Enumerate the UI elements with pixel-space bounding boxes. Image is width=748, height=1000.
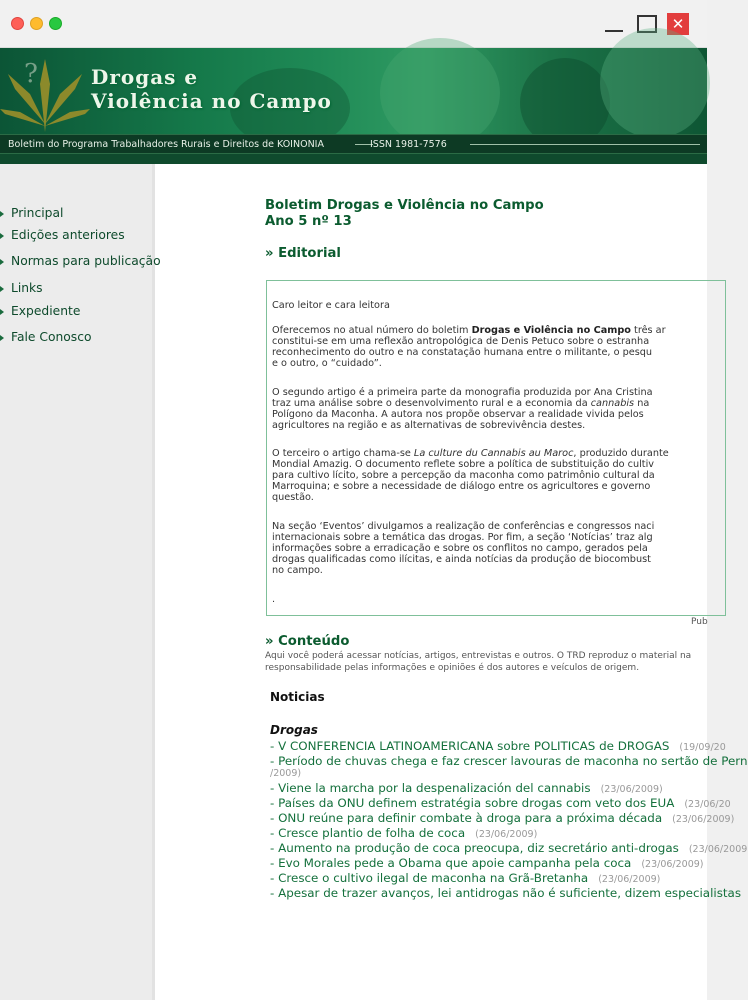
editorial-text: informações sobre a erradicação e sobre os conflitos no campo, gerados pela: [272, 543, 648, 554]
editorial-text: para cultivo lícito, sobre a percepção da maconha como patrimônio cultural da: [272, 470, 655, 481]
zoom-traffic-light[interactable]: [49, 17, 62, 30]
news-link[interactable]: - Evo Morales pede a Obama que apoie campanha pela coca (23/06/2009): [270, 856, 704, 870]
editorial-heading: » Editorial: [265, 246, 341, 261]
news-link[interactable]: - Aumento na produção de coca preocupa, diz secretário anti-drogas (23/06/2009: [270, 841, 748, 855]
cannabis-leaf-icon: [0, 54, 90, 134]
editorial-text: internacionais sobre a temática das drogas. Por fim, a seção ‘Notícias’ traz alg: [272, 532, 653, 543]
banner-strip: [0, 134, 707, 154]
editorial-text: O terceiro o artigo chama-se La culture du Cannabis au Maroc, produzido durante: [272, 448, 669, 459]
site-banner: [0, 48, 707, 134]
svg-text:?: ?: [24, 59, 38, 89]
drogas-label: Drogas: [270, 723, 318, 737]
conteudo-intro: Aqui você poderá acessar notícias, artigos, entrevistas e outros. O TRD reproduz o material na responsabilidade pelas informações e opiniões é dos autores e veículos de origem.: [265, 651, 692, 673]
arrow-icon: [0, 335, 4, 341]
news-date: /2009): [270, 768, 302, 779]
close-icon[interactable]: ✕: [667, 13, 689, 35]
news-link[interactable]: - Cresce plantio de folha de coca (23/06/2009): [270, 826, 538, 840]
page-title: Boletim Drogas e Violência no Campo Ano 5 nº 13: [265, 198, 544, 229]
header-bottom-bar: [0, 154, 707, 164]
news-link[interactable]: - Viene la marcha por la despenalización del cannabis (23/06/2009): [270, 781, 663, 795]
divider: [466, 135, 704, 155]
sidebar: Principal Edições anteriores Normas para publicação Links Expediente Fale Conosco: [0, 164, 155, 1000]
arrow-icon: [0, 233, 4, 239]
news-link[interactable]: - ONU reúne para definir combate à droga para a próxima década (23/06/2009): [270, 811, 735, 825]
noticias-label: Noticias: [270, 690, 325, 704]
arrow-icon: [0, 211, 4, 217]
editorial-text: e o outro, o “cuidado”.: [272, 358, 382, 369]
editorial-text: questão.: [272, 492, 314, 503]
arrow-icon: [0, 309, 4, 315]
news-link[interactable]: - V CONFERENCIA LATINOAMERICANA sobre POLITICAS de DROGAS (19/09/20: [270, 739, 726, 753]
editorial-text: Oferecemos no atual número do boletim Drogas e Violência no Campo três ar: [272, 325, 666, 336]
news-link[interactable]: - Apesar de trazer avanços, lei antidrogas não é suficiente, dizem especialistas: [270, 886, 742, 900]
pub-link[interactable]: Pub: [691, 617, 708, 627]
news-link[interactable]: - Período de chuvas chega e faz crescer lavouras de maconha no sertão de Pern: [270, 754, 748, 768]
editorial-text: Na seção ‘Eventos’ divulgamos a realização de conferências e congressos naci: [272, 521, 655, 532]
editorial-text: drogas qualificadas como ilícitas, e ainda notícias da produção de biocombust: [272, 554, 651, 565]
editorial-text: traz uma análise sobre o desenvolvimento rural e a economia da cannabis na: [272, 398, 650, 409]
editorial-text: Marroquina; e sobre a necessidade de diálogo entre os agricultores e governo: [272, 481, 651, 492]
editorial-greeting: Caro leitor e cara leitora: [272, 300, 390, 311]
editorial-text: constitui-se em uma reflexão antropológica de Denis Petuco sobre o estranha: [272, 336, 650, 347]
title-bar: [0, 0, 707, 48]
editorial-box: [266, 280, 726, 616]
conteudo-heading: » Conteúdo: [265, 634, 350, 649]
minimize-traffic-light[interactable]: [30, 17, 43, 30]
site-subtitle: Boletim do Programa Trabalhadores Rurais e Direitos de KOINONIA: [8, 139, 324, 150]
editorial-text: Polígono da Maconha. A autora nos propõe observar a realidade vivida pelos: [272, 409, 644, 420]
site-title: Drogas e Violência no Campo: [91, 65, 332, 113]
main-content: [158, 164, 748, 1000]
news-link[interactable]: - Cresce o cultivo ilegal de maconha na Grã-Bretanha (23/06/2009): [270, 871, 661, 885]
arrow-icon: [0, 286, 4, 292]
arrow-icon: [0, 259, 4, 265]
issn-label: ISSN 1981-7576: [370, 139, 447, 150]
editorial-text: O segundo artigo é a primeira parte da monografia produzida por Ana Cristina: [272, 387, 653, 398]
editorial-text: no campo.: [272, 565, 323, 576]
editorial-text: agricultores na região e as alternativas de sobrevivência destes.: [272, 420, 586, 431]
minimize-icon[interactable]: [603, 13, 625, 35]
editorial-text: .: [272, 594, 276, 605]
editorial-text: Mondial Amazig. O documento reflete sobre a política de substituição do cultiv: [272, 459, 655, 470]
close-traffic-light[interactable]: [11, 17, 24, 30]
editorial-text: reconhecimento do outro e na constatação humana entre o militante, o pesqu: [272, 347, 653, 358]
news-link[interactable]: - Países da ONU definem estratégia sobre drogas com veto dos EUA (23/06/20: [270, 796, 731, 810]
